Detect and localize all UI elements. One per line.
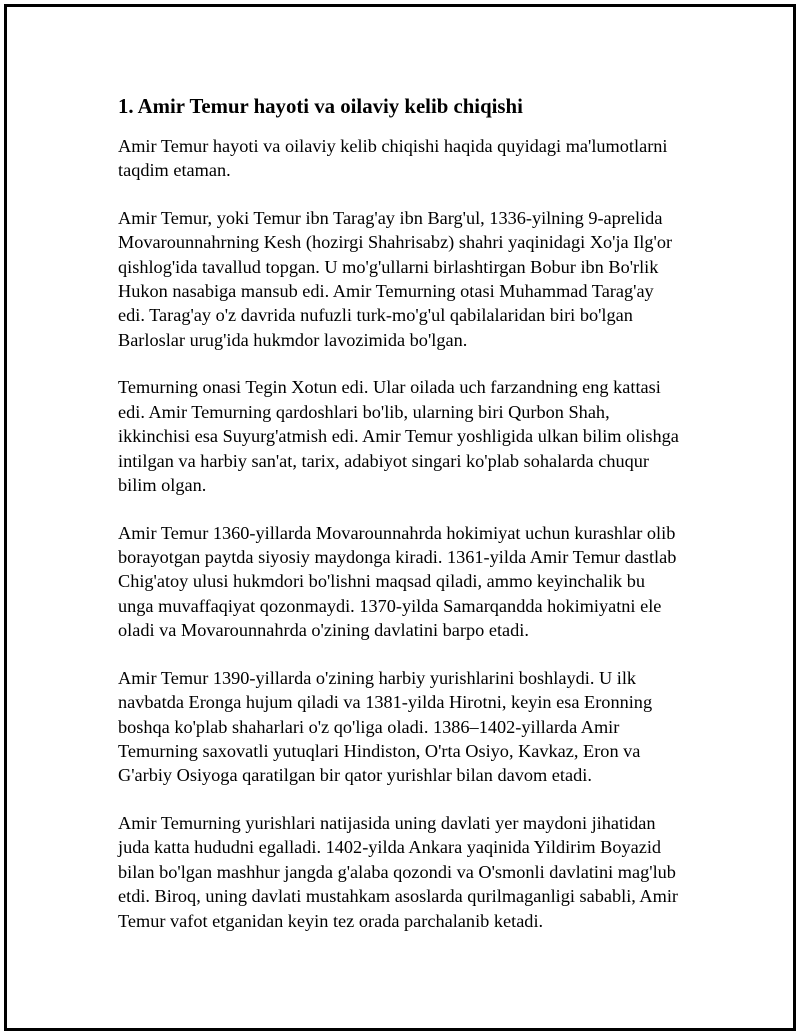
document-body [118, 93, 679, 933]
paragraph-line: bilan bo'lgan mashhur jangda g'alaba qozondi va O'smonli davlatini mag'lub [118, 861, 676, 882]
paragraph-line: G'arbiy Osiyoga qaratilgan bir qator yurishlar bilan davom etadi. [118, 765, 592, 786]
paragraph-line: Temurning onasi Tegin Xotun edi. Ular oilada uch farzandning eng kattasi [118, 377, 661, 398]
paragraph-line: Movarounnahrning Kesh (hozirgi Shahrisabz) shahri yaqinidagi Xo'ja Ilg'or [118, 232, 673, 253]
paragraph-campaigns [118, 666, 679, 788]
paragraph-line: Chig'atoy ulusi hukmdori bo'lishni maqsad qiladi, ammo keyinchalik bu [118, 571, 646, 592]
paragraph-line: Amir Temur 1360-yillarda Movarounnahrda hokimiyat uchun kurashlar olib [118, 522, 676, 543]
paragraph-line: Amir Temur hayoti va oilaviy kelib chiqishi haqida quyidagi ma'lumotlarni [118, 135, 668, 156]
paragraph-line: intilgan va harbiy san'at, tarix, adabiyot singari ko'plab sohalarda chuqur [118, 450, 650, 471]
paragraph-line: etdi. Biroq, uning davlati mustahkam asoslarda qurilmaganligi sababli, Amir [118, 886, 679, 907]
paragraph-line: Temurning saxovatli yutuqlari Hindiston, O'rta Osiyo, Kavkaz, Eron va [118, 741, 641, 762]
paragraph-line: unga muvaffaqiyat qozonmaydi. 1370-yilda Samarqandda hokimiyatni ele [118, 595, 662, 616]
paragraph-line: oladi va Movarounnahrda o'zining davlatini barpo etadi. [118, 620, 529, 641]
paragraph-line: qishlog'ida tavallud topgan. U mo'g'ullarni birlashtirgan Bobur ibn Bo'rlik [118, 256, 659, 277]
paragraph-rise-to-power [118, 521, 679, 643]
paragraph-line: borayotgan paytda siyosiy maydonga kiradi. 1361-yilda Amir Temur dastlab [118, 547, 677, 568]
paragraph-line: Amir Temurning yurishlari natijasida uning davlati yer maydoni jihatidan [118, 813, 656, 834]
paragraph-line: Temur vafot etganidan keyin tez orada parchalanib ketadi. [118, 910, 544, 931]
paragraph-intro [118, 134, 679, 183]
paragraph-birth [118, 206, 679, 352]
paragraph-line: Barloslar urug'ida hukmdor lavozimida bo'lgan. [118, 329, 468, 350]
paragraph-line: navbatda Eronga hujum qiladi va 1381-yilda Hirotni, keyin esa Eronning [118, 692, 653, 713]
paragraph-line: taqdim etaman. [118, 160, 231, 181]
paragraph-family [118, 375, 679, 497]
paragraph-line: juda katta hududni egalladi. 1402-yilda Ankara yaqinida Yildirim Boyazid [118, 837, 662, 858]
paragraph-line: Hukon nasabiga mansub edi. Amir Temurning otasi Muhammad Tarag'ay [118, 281, 654, 302]
section-title: 1. Amir Temur hayoti va oilaviy kelib chiqishi [118, 95, 523, 118]
paragraph-line: Amir Temur 1390-yillarda o'zining harbiy yurishlarini boshlaydi. U ilk [118, 667, 637, 688]
paragraph-line: boshqa ko'plab shaharlari o'z qo'liga oladi. 1386–1402-yillarda Amir [118, 716, 620, 737]
paragraph-line: bilim olgan. [118, 475, 207, 496]
paragraph-line: ikkinchisi esa Suyurg'atmish edi. Amir Temur yoshligida ulkan bilim olishga [118, 426, 679, 447]
paragraph-line: Amir Temur, yoki Temur ibn Tarag'ay ibn Barg'ul, 1336-yilning 9-aprelida [118, 207, 663, 228]
paragraph-line: edi. Tarag'ay o'z davrida nufuzli turk-mo'g'ul qabilalaridan biri bo'lgan [118, 305, 633, 326]
paragraph-line: edi. Amir Temurning qardoshlari bo'lib, ularning biri Qurbon Shah, [118, 401, 610, 422]
paragraph-legacy [118, 811, 679, 933]
